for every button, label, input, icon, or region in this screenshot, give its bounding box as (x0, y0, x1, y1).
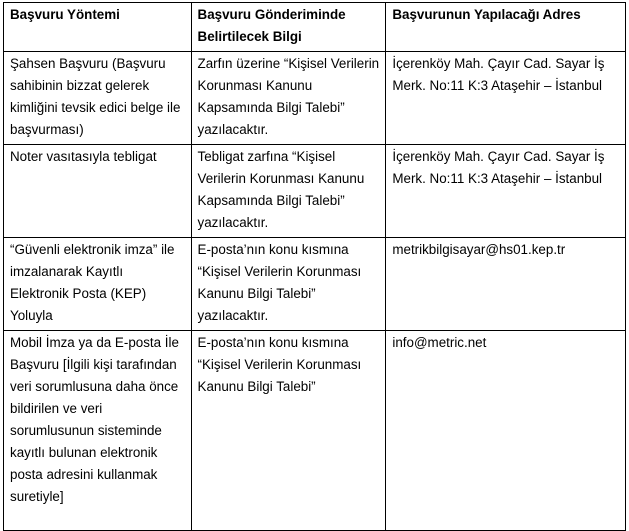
row-address: İçerenköy Mah. Çayır Cad. Sayar İş Merk. No:11 K:3 Ataşehir – İstanbul (386, 52, 626, 145)
row-info: Zarfın üzerine “Kişisel Verilerin Korunması Kanunu Kapsamında Bilgi Talebi” yazılacaktır. (191, 52, 386, 145)
row-info: E-posta’nın konu kısmına “Kişisel Verilerin Korunması Kanunu Bilgi Talebi” yazılacaktır. (191, 238, 386, 331)
row-method: Mobil İmza ya da E-posta İle Başvuru [İlgili kişi tarafından veri sorumlusuna daha önce bildirilen ve veri sorumlusunun sisteminde kayıtlı bulunan elektronik posta adresini kullanmak suretiyle] (4, 331, 192, 531)
row-address-kep: metrikbilgisayar@hs01.kep.tr (386, 238, 626, 331)
row-address-email: info@metric.net (386, 331, 626, 531)
row-method: Noter vasıtasıyla tebligat (4, 145, 192, 238)
row-method: “Güvenli elektronik imza” ile imzalanarak Kayıtlı Elektronik Posta (KEP) Yoluyla (4, 238, 192, 331)
header-info: Başvuru Gönderiminde Belirtilecek Bilgi (191, 3, 386, 52)
header-address: Başvurunun Yapılacağı Adres (386, 3, 626, 52)
row-info: Tebligat zarfına “Kişisel Verilerin Korunması Kanunu Kapsamında Bilgi Talebi” yazılacaktır. (191, 145, 386, 238)
table-row (4, 331, 626, 531)
row-method: Şahsen Başvuru (Başvuru sahibinin bizzat gelerek kimliğini tevsik edici belge ile başvurması) (4, 52, 192, 145)
table-row (4, 145, 626, 238)
row-info: E-posta’nın konu kısmına “Kişisel Verilerin Korunması Kanunu Bilgi Talebi” (191, 331, 386, 531)
application-methods-table (3, 2, 626, 531)
table-header-row (4, 3, 626, 52)
table-row (4, 52, 626, 145)
header-method: Başvuru Yöntemi (4, 3, 192, 52)
row-address: İçerenköy Mah. Çayır Cad. Sayar İş Merk. No:11 K:3 Ataşehir – İstanbul (386, 145, 626, 238)
table-row (4, 238, 626, 331)
